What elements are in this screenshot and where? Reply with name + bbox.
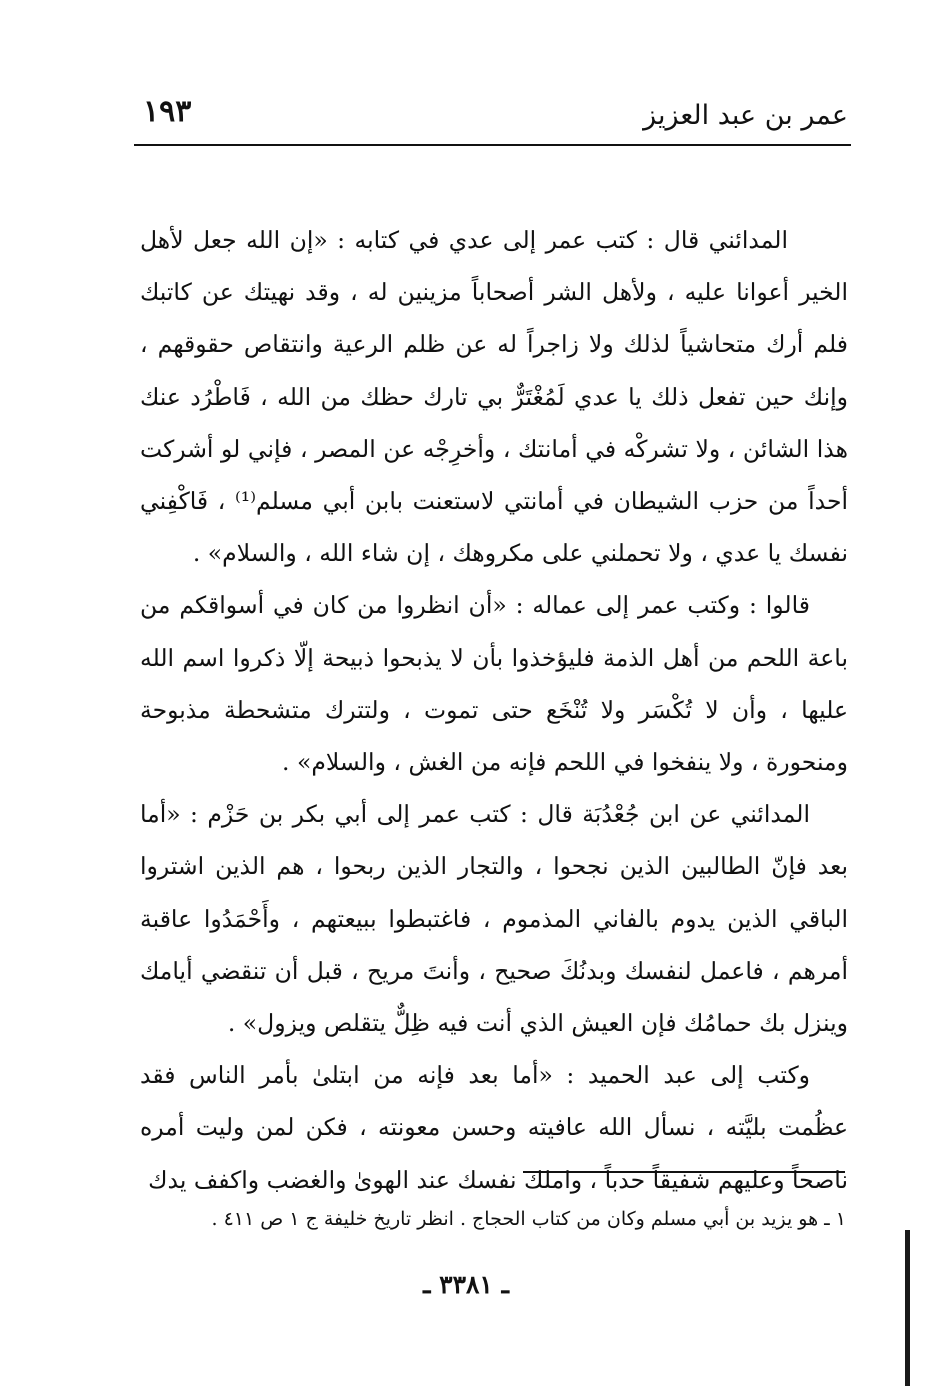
paragraph-2: قالوا : وكتب عمر إلى عماله : «أن انظروا من كان في أسواقكم من باعة اللحم من أهل الذمة فليؤخذوا بأن لا يذبحوا ذبيحة إلّا ذكروا اسم الله عليها ، وأن لا تُكْسَر ولا تُنْخَع حتى تموت ، ولتترك متشحطة مذبوحة ومنحورة ، ولا ينفخوا في اللحم فإنه من الغش ، والسلام» .: [140, 591, 848, 777]
paragraph-1: المدائني قال : كتب عمر إلى عدي في كتابه : «إن الله جعل لأهل الخير أعوانا عليه ، ولأهل الشر أصحاباً مزينين له ، وقد نهيتك عن كاتبك فلم أرك متحاشياً لذلك ولا زاجراً له عن ظلم الرعية وانتقاص حقوقهم ، وإنك حين تفعل ذلك يا عدي لَمُغْتَرٌّ بي تارك حظك من الله ، فَاطْرُد عنك هذا الشائن ، ولا تشركْه في أمانتك ، وأخرِجْه عن المصر ، فإني لو أشركت أحداً من حزب الشيطان في أمانتي لاستعنت بابن أبي مسلم⁽¹⁾ ، فَاكْفِني نفسك يا عدي ، ولا تحملني على مكروهك ، إن شاء الله ، والسلام» .: [140, 226, 848, 568]
running-header-page-number: ١٩٣: [143, 94, 192, 129]
folio-number: ـ ٣٣٨١ ـ: [423, 1270, 509, 1299]
paragraph-4: وكتب إلى عبد الحميد : «أما بعد فإنه من ابتلىٰ بأمر الناس فقد عظُمت بليَّته ، نسأل الله عافيته وحسن معونته ، فكن لمن وليت أمره ناصحاً وعليهم شفيقاً حدباً ، واملك نفسك عند الهوىٰ والغضب واكفف يدك: [140, 1061, 848, 1194]
paragraph-3: المدائني عن ابن جُعْدُبَة قال : كتب عمر إلى أبي بكر بن حَزْم : «أما بعد فإنّ الطالبين الذين نجحوا ، والتجار الذين ربحوا ، هم الذين اشتروا الباقي الذين يدوم بالفاني المذموم ، فاغتبطوا ببيعتهم ، وأَحْمَدُوا عاقبة أمرهم ، فاعمل لنفسك وبدنُكَ صحيح ، وأنتَ مريح ، قبل أن تنقضي أيامك وينزل بك حمامُك فإن العيش الذي أنت فيه ظِلٌّ يتقلص ويزول» .: [140, 800, 848, 1038]
running-header-title: عمر بن عبد العزيز: [643, 100, 848, 131]
scan-margin-line: [905, 1230, 910, 1386]
footnote-divider: [523, 1171, 845, 1173]
header-divider: [134, 144, 851, 146]
main-text: [140, 214, 848, 1206]
footnote: ١ ـ هو يزيد بن أبي مسلم وكان من كتاب الحجاج . انظر تاريخ خليفة ج ١ ص ٤١١ .: [211, 1208, 846, 1230]
